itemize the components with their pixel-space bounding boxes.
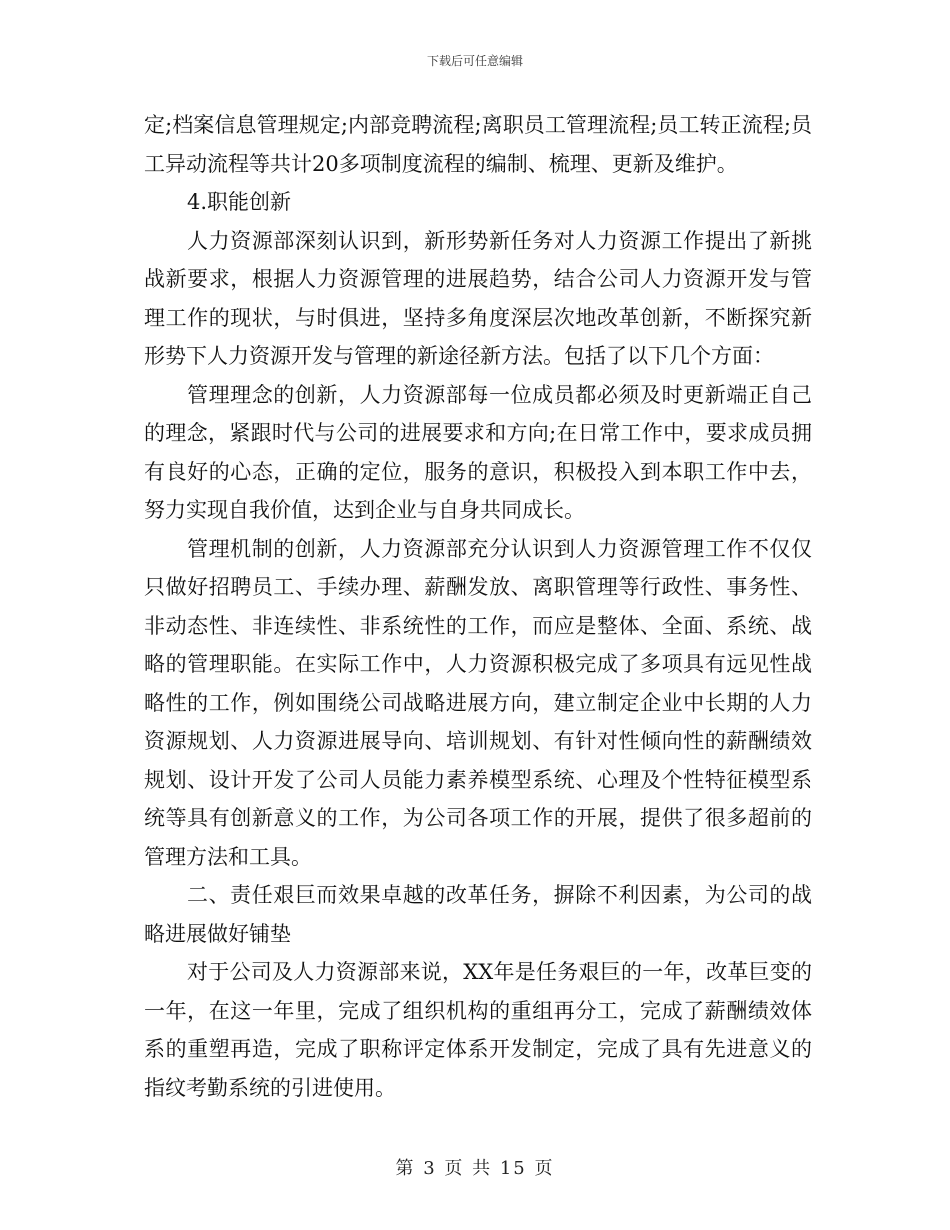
header-note: 下载后可任意编辑	[426, 54, 523, 68]
paragraph-continuation: 定;档案信息管理规定;内部竞聘流程;离职员工管理流程;员工转正流程;员工异动流程等共计20多项制度流程的编制、梳理、更新及维护。	[144, 113, 812, 176]
paragraph-mechanism-innovation: 管理机制的创新，人力资源部充分认识到人力资源管理工作不仅仅只做好招聘员工、手续办理、薪酬发放、离职管理等行政性、事务性、非动态性、非连续性、非系统性的工作，而应是整体、全面、系统、战略的管理职能。在实际工作中，人力资源积极完成了多项具有远见性战略性的工作，例如围绕公司战略进展方向，建立制定企业中长期的人力资源规划、人力资源进展导向、培训规划、有针对性倾向性的薪酬绩效规划、设计开发了公司人员能力素养模型系统、心理及个性特征模型系统等具有创新意义的工作，为公司各项工作的开展，提供了很多超前的管理方法和工具。	[144, 536, 812, 869]
paragraph-intro: 人力资源部深刻认识到，新形势新任务对人力资源工作提出了新挑战新要求，根据人力资源管理的进展趋势，结合公司人力资源开发与管理工作的现状，与时俱进，坚持多角度深层次地改革创新，不断探究新形势下人力资源开发与管理的新途径新方法。包括了以下几个方面：	[144, 228, 812, 368]
paragraph-concept-innovation: 管理理念的创新，人力资源部每一位成员都必须及时更新端正自己的理念，紧跟时代与公司的进展要求和方向;在日常工作中，要求成员拥有良好的心态，正确的定位，服务的意识，积极投入到本职工作中去，努力实现自我价值，达到企业与自身共同成长。	[144, 382, 812, 522]
paragraph-reform-year: 对于公司及人力资源部来说，XX年是任务艰巨的一年，改革巨变的一年，在这一年里，完成了组织机构的重组再分工，完成了薪酬绩效体系的重塑再造，完成了职称评定体系开发制定，完成了具有先进意义的指纹考勤系统的引进使用。	[144, 960, 812, 1100]
page-number: 第 3 页 共 15 页	[395, 1158, 555, 1179]
document-body	[144, 106, 812, 1107]
section-heading-function-innovation: 4.职能创新	[187, 190, 292, 214]
section-heading-reform-tasks: 二、责任艰巨而效果卓越的改革任务，摒除不利因素，为公司的战略进展做好铺垫	[144, 883, 812, 946]
